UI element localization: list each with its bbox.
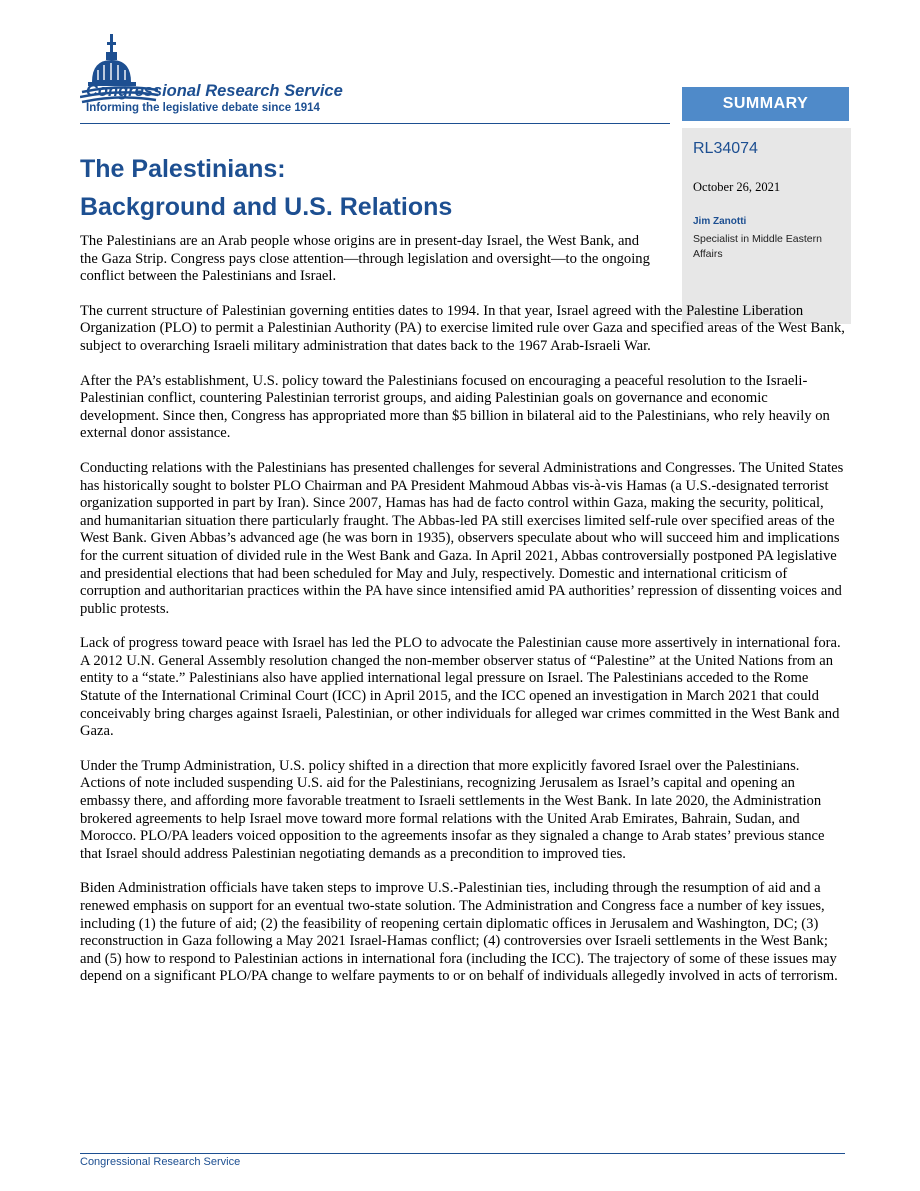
paragraph: After the PA’s establishment, U.S. policy toward the Palestinians focused on encouraging a peaceful resolution to the Israeli-Palestinian conflict, countering Palestinian terrorist groups, and aiding Palestinian goals on governance and economic development. Since then, Congress has appropriated more than $5 billion in bilateral aid to the Palestinians, who rely heavily on external donor assistance. xyxy=(80,372,830,442)
author-name[interactable]: Jim Zanotti xyxy=(693,216,747,227)
title-line-2: Background and U.S. Relations xyxy=(80,193,453,221)
paragraph: Conducting relations with the Palestinians has presented challenges for several Administrations and Congresses. The United States has historically sought to bolster PLO Chairman and PA President Mahmoud Abbas vis-à-vis Hamas (a U.S.-designated terrorist organization supported in part by Iran). Since 2007, Hamas has had de facto control within Gaza, making the security, political, and humanitarian situation there particularly fraught. The Abbas-led PA still exercises limited self-rule over specified areas of the West Bank. Given Abbas’s advanced age (he was born in 1935), observers speculate about who will succeed him and implications for the current situation of divided rule in the West Bank and Gaza. In April 2021, Abbas controversially postponed PA legislative and presidential elections that had been scheduled for May and July, respectively. Domestic and international criticism of corruption and authoritarian practices within the PA have since intensified amid PA authorities’ repression of dissenting voices and public protests. xyxy=(80,459,844,617)
header-divider xyxy=(80,123,670,124)
paragraph: Under the Trump Administration, U.S. policy shifted in a direction that more explicitly favored Israel over the Palestinians. Actions of note included suspending U.S. aid for the Palestinians, recognizing Jerusalem as Israel’s capital and opening an embassy there, and affording more favorable treatment to Israeli settlements in the West Bank. In late 2020, the Administration brokered agreements to help Israel move toward more formal relations with the United Arab Emirates, Bahrain, Sudan, and Morocco. PLO/PA leaders voiced opposition to the agreements insofar as they signaled a change to Arab states’ previous stance that Israel should address Palestinian negotiating demands as a precondition to improved ties. xyxy=(80,757,825,862)
summary-tab: SUMMARY xyxy=(682,87,849,121)
paragraph: Lack of progress toward peace with Israel has led the PLO to advocate the Palestinian cause more assertively in international fora. A 2012 U.N. General Assembly resolution changed the non-member observer status of “Palestine” at the United Nations from an entity to a “state.” Palestinians also have applied international legal pressure on Israel. The Palestinians acceded to the Rome Statute of the International Criminal Court (ICC) in April 2015, and the ICC opened an investigation in March 2021 that could conceivably bring charges against Israeli, Palestinian, or other individuals for alleged war crimes committed in the West Bank and Gaza. xyxy=(80,635,841,740)
organization-name: Congressional Research Service xyxy=(86,82,343,100)
organization-tagline: Informing the legislative debate since 1914 xyxy=(86,102,320,114)
footer-text: Congressional Research Service xyxy=(80,1156,241,1168)
summary-body xyxy=(80,233,845,1003)
paragraph: The Palestinians are an Arab people whose origins are in present-day Israel, the West Bank, and the Gaza Strip. Congress pays close attention—through legislation and oversight—to the ongoing conflict between the Palestinians and Israel. xyxy=(80,233,650,285)
author-title: Specialist in Middle Eastern Affairs xyxy=(693,233,822,260)
page-title xyxy=(80,150,452,226)
paragraph: Biden Administration officials have taken steps to improve U.S.-Palestinian ties, including through the resumption of aid and a renewed emphasis on support for an eventual two-state solution. The Administration and Congress face a number of key issues, including (1) the future of aid; (2) the feasibility of reopening certain diplomatic offices in Jerusalem and Washington, DC; (3) reconstruction in Gaza following a May 2021 Israel-Hamas conflict; (4) controversies over Israeli settlements in the West Bank; and (5) how to respond to Palestinian actions in international fora (including the ICC). The trajectory of some of these issues may depend on a significant PLO/PA change to welfare payments to or on behalf of individuals allegedly involved in acts of terrorism. xyxy=(80,880,838,985)
title-line-1: The Palestinians: xyxy=(80,155,286,183)
report-date: October 26, 2021 xyxy=(693,180,781,194)
footer-divider xyxy=(80,1153,845,1154)
report-number: RL34074 xyxy=(693,140,758,157)
paragraph: The current structure of Palestinian governing entities dates to 1994. In that year, Israel agreed with the Palestine Liberation Organization (PLO) to permit a Palestinian Authority (PA) to exercise limited rule over Gaza and specified areas of the West Bank, subject to overarching Israeli military administration that dates back to the 1967 Arab-Israeli War. xyxy=(80,302,845,354)
